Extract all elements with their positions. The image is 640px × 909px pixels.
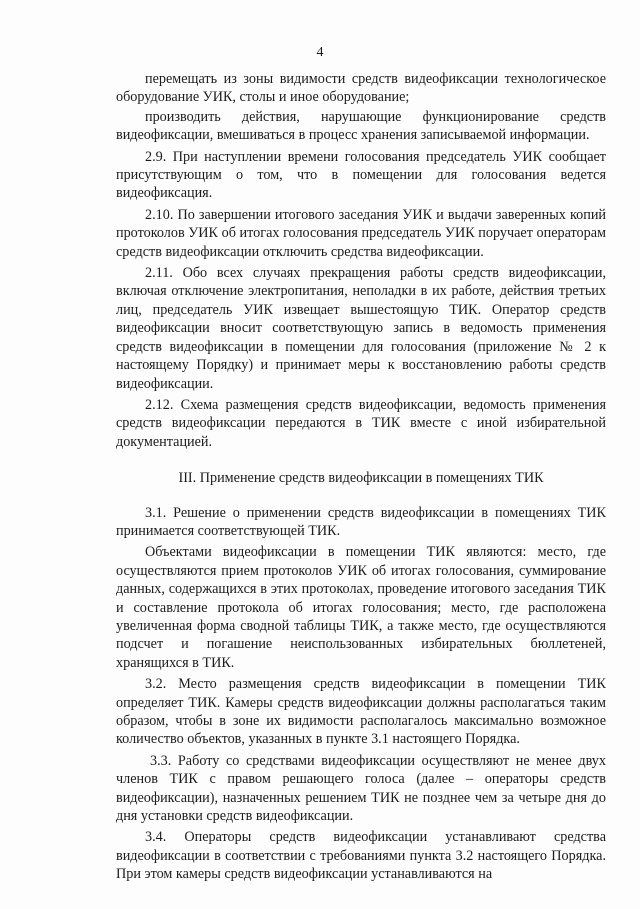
paragraph-disrupt-actions: производить действия, нарушающие функционирование средств видеофиксации, вмешиваться в процесс хранения записываемой информации.: [116, 108, 606, 144]
paragraph-3-1: 3.1. Решение о применении средств видеофиксации в помещениях ТИК принимается соответствующей ТИК.: [116, 504, 606, 539]
page-number: 4: [316, 45, 324, 60]
paragraph-2-12: 2.12. Схема размещения средств видеофиксации, ведомость применения средств видеофиксации передаются в ТИК вместе с иной избирательной документацией.: [116, 396, 606, 450]
document-body: [116, 70, 606, 884]
paragraph-2-10: 2.10. По завершении итогового заседания УИК и выдачи заверенных копий протоколов УИК об итогах голосования председатель УИК поручает операторам средств видеофиксации отключить средства видеофиксации.: [116, 206, 606, 260]
section-heading-iii: III. Применение средств видеофиксации в помещениях ТИК: [178, 470, 544, 487]
paragraph-2-9: 2.9. При наступлении времени голосования председатель УИК сообщает присутствующим о том, что в помещении для голосования ведется видеофиксация.: [116, 148, 606, 202]
paragraph-3-3: 3.3. Работу со средствами видеофиксации осуществляют не менее двух членов ТИК с правом решающего голоса (далее – операторы средств видеофиксации), назначенных решением ТИК не позднее чем за четыре дня до дня установки средств видеофиксации.: [116, 752, 606, 825]
paragraph-move-equipment: перемещать из зоны видимости средств видеофиксации технологическое оборудование УИК, столы и иное оборудование;: [116, 71, 606, 106]
paragraph-3-2: 3.2. Место размещения средств видеофиксации в помещении ТИК определяет ТИК. Камеры средств видеофиксации должны располагаться таким образом, чтобы в зоне их видимости располагалось максимально возможное количество объектов, указанных в пункте 3.1 настоящего Порядка.: [116, 676, 606, 748]
paragraph-3-4: 3.4. Операторы средств видеофиксации устанавливают средства видеофиксации в соответствии с требованиями пункта 3.2 настоящего Порядка. При этом камеры средств видеофиксации устанавливаются на: [116, 829, 606, 883]
paragraph-video-objects: Объектами видеофиксации в помещении ТИК являются: место, где осуществляются прием протоколов УИК об итогах голосования, суммирование данных, содержащихся в этих протоколах, проведение итогового заседания ТИК и составление протокола об итогах голосования; место, где расположена увеличенная форма сводной таблицы ТИК, а также место, где осуществляются подсчет и погашение неиспользованных избирательных бюллетеней, хранящихся в ТИК.: [116, 544, 606, 671]
paragraph-2-11: 2.11. Обо всех случаях прекращения работы средств видеофиксации, включая отключение электропитания, неполадки в их работе, действия третьих лиц, председатель УИК извещает вышестоящую ТИК. Оператор средств видеофиксации вносит соответствующую запись в ведомость применения средств видеофиксации в помещении для голосования (приложение № 2 к настоящему Порядку) и принимает меры к восстановлению работы средств видеофиксации.: [116, 265, 606, 392]
